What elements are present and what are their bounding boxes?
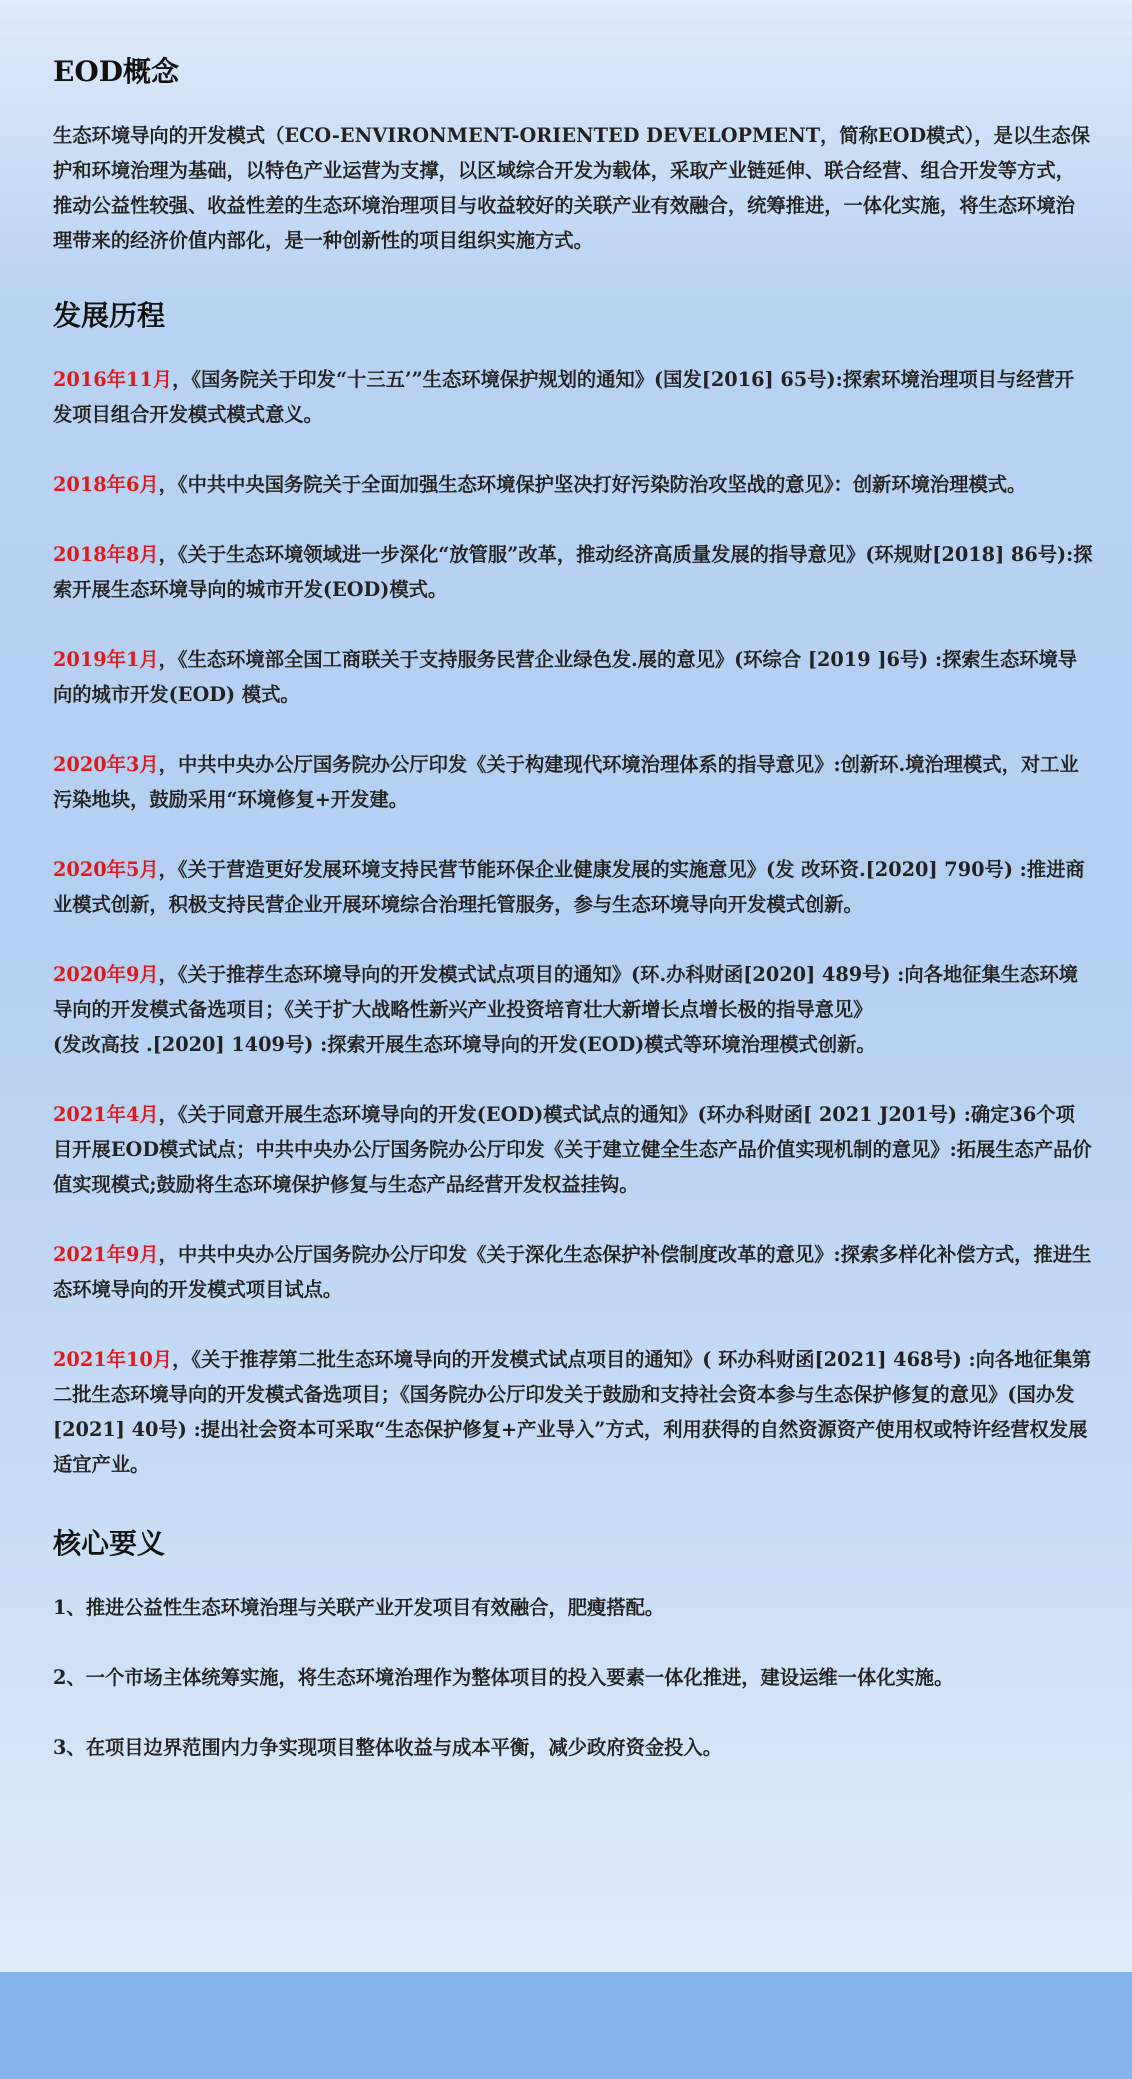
core-point: 1、推进公益性生态环境治理与关联产业开发项目有效融合，肥瘦搭配。 [53,1596,665,1619]
history-event [53,1097,1093,1202]
event-date: 2019年1月 [53,648,159,671]
history-heading: 发展历程 [53,299,166,332]
history-event [53,467,1093,502]
concept-section [53,52,1093,258]
event-date: 2018年8月 [53,543,159,566]
event-separator: ， [172,368,192,391]
event-separator: ， [158,543,178,566]
footer-band [0,1972,1132,2079]
event-text-continued: (发改高技 .[2020] 1409号) :探索开展生态环境导向的开发(EOD)模式等环境治理模式创新。 [53,1033,876,1056]
event-date: 2018年6月 [53,473,159,496]
event-text: 《关于推荐生态环境导向的开发模式试点项目的通知》(环.办科财函[2020] 489号) :向各地征集生态环境导向的开发模式备选项目；《关于扩大战略性新兴产业投资培育壮大新增长点增长极的指导意见》 [53,963,1078,1021]
history-event [53,852,1093,922]
history-event [53,537,1093,607]
event-separator: ， [158,858,178,881]
concept-paragraph: 生态环境导向的开发模式（ECO-ENVIRONMENT-ORIENTED DEVELOPMENT，简称EOD模式），是以生态保护和环境治理为基础，以特色产业运营为支撑，以区域综合开发为载体，采取产业链延伸、联合经营、组合开发等方式，推动公益性较强、收益性差的生态环境治理项目与收益较好的关联产业有效融合，统筹推进，一体化实施，将生态环境治理带来的经济价值内部化，是一种创新性的项目组织实施方式。 [53,124,1090,252]
event-date: 2020年3月 [53,753,159,776]
event-separator: ， [158,648,178,671]
event-text: 中共中央办公厅国务院办公厅印发《关于构建现代环境治理体系的指导意见》:创新环.境治理模式，对工业污染地块，鼓励采用“环境修复+开发建。 [53,753,1079,811]
event-text: 《关于营造更好发展环境支持民营节能环保企业健康发展的实施意见》(发 改环资.[2020] 790号) :推进商业模式创新，积极支持民营企业开展环境综合治理托管服务，参与生态环境导向开发模式创新。 [53,858,1085,916]
event-date: 2021年4月 [53,1103,159,1126]
history-event [53,747,1093,817]
document-content [53,52,1093,1765]
history-event [53,957,1093,1062]
event-date: 2016年11月 [53,368,173,391]
core-section [53,1524,1093,1765]
event-text: 《关于推荐第二批生态环境导向的开发模式试点项目的通知》( 环办科财函[2021] 468号) :向各地征集第二批生态环境导向的开发模式备选项目；《国务院办公厅印发关于鼓励和支持社会资本参与生态保护修复的意见》(国办发 [2021] 40号) :提出社会资本可采取“生态保护修复+产业导入”方式，利用获得的自然资源资产使用权或特许经营权发展适宜产业。 [53,1348,1092,1476]
event-text: 《生态环境部全国工商联关于支持服务民营企业绿色发.展的意见》(环综合 [2019 ]6号) :探索生态环境导向的城市开发(EOD) 模式。 [53,648,1078,706]
event-separator: ， [158,1103,178,1126]
core-point: 3、在项目边界范围内力争实现项目整体收益与成本平衡，减少政府资金投入。 [53,1736,722,1759]
history-event [53,1342,1093,1482]
event-separator: ， [158,473,178,496]
history-event [53,362,1093,432]
event-separator: ， [158,753,178,776]
event-separator: ， [158,963,178,986]
event-date: 2021年9月 [53,1243,159,1266]
core-point: 2、一个市场主体统筹实施，将生态环境治理作为整体项目的投入要素一体化推进，建设运维一体化实施。 [53,1666,954,1689]
event-text: 中共中央办公厅国务院办公厅印发《关于深化生态保护补偿制度改革的意见》:探索多样化补偿方式，推进生态环境导向的开发模式项目试点。 [53,1243,1092,1301]
history-section [53,296,1093,1482]
history-event [53,1237,1093,1307]
concept-heading: EOD概念 [53,55,180,88]
event-date: 2021年10月 [53,1348,173,1371]
event-separator: ， [158,1243,178,1266]
event-separator: ， [172,1348,192,1371]
event-text: 《中共中央国务院关于全面加强生态环境保护坚决打好污染防治攻坚战的意见》：创新环境治理模式。 [177,473,1027,496]
event-date: 2020年5月 [53,858,159,881]
history-event-list [53,362,1093,1482]
core-heading: 核心要义 [53,1527,166,1560]
event-date: 2020年9月 [53,963,159,986]
event-text: 《关于同意开展生态环境导向的开发(EOD)模式试点的通知》(环办科财函[ 2021 J201号) :确定36个项目开展EOD模式试点；中共中央办公厅国务院办公厅印发《关于建立健全生态产品价值实现机制的意见》:拓展生态产品价值实现模式;鼓励将生态环境保护修复与生态产品经营开发权益挂钩。 [53,1103,1092,1196]
event-text: 《国务院关于印发“十三五’”生态环境保护规划的通知》(国发[2016] 65号):探索环境治理项目与经营开发项目组合开发模式模式意义。 [53,368,1075,426]
event-text: 《关于生态环境领域进一步深化“放管服”改革，推动经济高质量发展的指导意见》(环规财[2018] 86号):探索开展生态环境导向的城市开发(EOD)模式。 [53,543,1093,601]
core-point-list [53,1590,1093,1765]
history-event [53,642,1093,712]
